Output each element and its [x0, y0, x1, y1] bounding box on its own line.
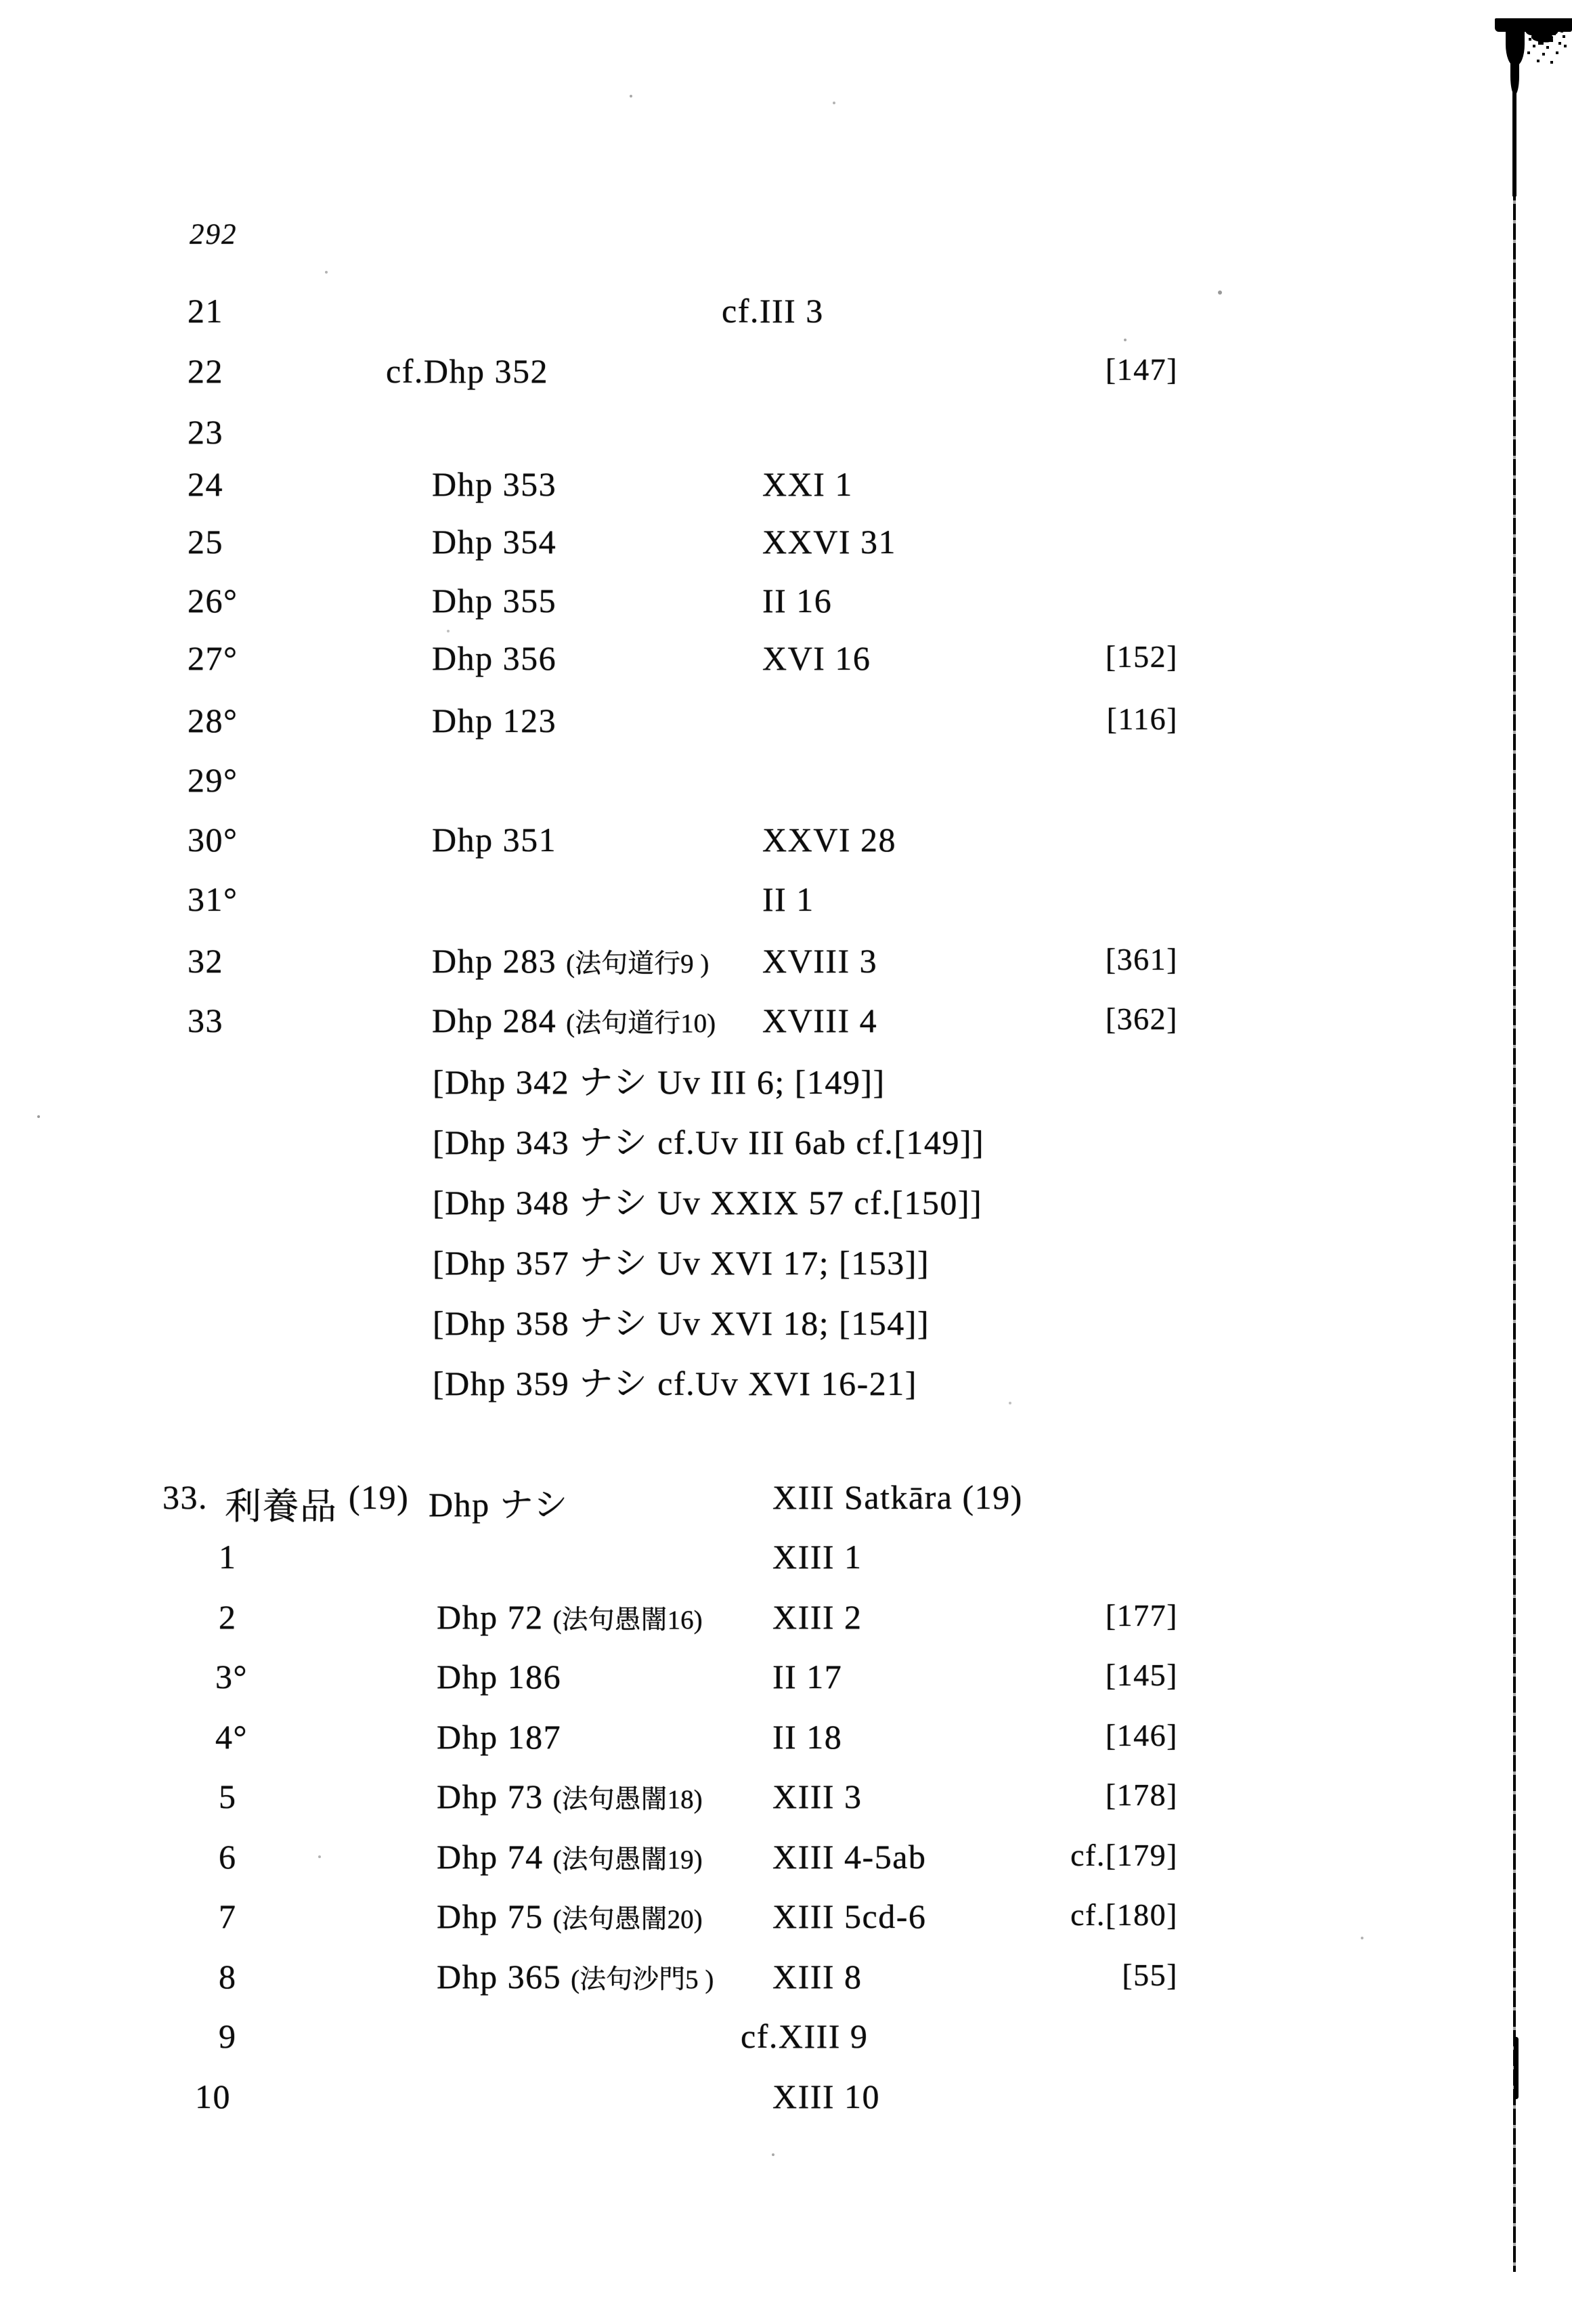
row-number: 27°: [188, 639, 238, 677]
uv-ref: XIII 1: [772, 1538, 863, 1576]
page-number: 292: [190, 219, 238, 251]
row-number: 33: [188, 1002, 223, 1039]
table-row: [0, 639, 1572, 689]
table-row: [0, 1777, 1572, 1827]
table-row: [0, 412, 1572, 462]
uv-ref: XIII 3: [772, 1778, 863, 1815]
dhp-ref: Dhp 75 (法句愚闇20): [437, 1897, 703, 1935]
uv-ref: II 1: [762, 880, 814, 918]
scan-artifact-line-bulge: [1514, 2037, 1519, 2099]
table-row: [0, 1957, 1572, 2007]
dhp-ref: Dhp 284 (法句道行10): [432, 1002, 716, 1039]
row-number: 3°: [215, 1658, 248, 1696]
table-row: [0, 820, 1572, 870]
table-row: [0, 701, 1572, 751]
uv-ref: II 17: [772, 1658, 843, 1696]
table-row: [0, 351, 1572, 402]
chapter-number: 33.: [162, 1478, 208, 1516]
uv-ref: XIII 4-5ab: [772, 1838, 927, 1876]
row-number: 32: [188, 942, 223, 980]
table-row: [0, 1001, 1572, 1051]
row-number: 9: [219, 2017, 237, 2055]
table-row: [0, 941, 1572, 991]
chapter-header: [0, 1478, 1572, 1528]
uv-ref: XXVI 28: [762, 821, 896, 859]
table-row: [0, 760, 1572, 811]
table-row: [0, 1897, 1572, 1947]
table-row: [0, 1055, 1572, 1105]
row-number: 24: [188, 465, 223, 503]
bracket-ref: [116]: [1106, 702, 1178, 736]
bracket-note: [Dhp 342 ナシ Uv III 6; [149]]: [433, 1063, 886, 1101]
row-number: 1: [219, 1538, 237, 1576]
dhp-chapter-note: (法句愚闇20): [552, 1905, 703, 1934]
uv-ref: XIII 10: [772, 2078, 881, 2115]
dhp-ref: Dhp 353: [432, 465, 557, 503]
bracket-ref: [147]: [1105, 352, 1178, 387]
table-row: [0, 880, 1572, 930]
chapter-verse-count: (19): [349, 1478, 410, 1516]
bracket-ref: [146]: [1105, 1718, 1178, 1752]
row-number: 30°: [188, 821, 238, 859]
bracket-note: [Dhp 357 ナシ Uv XVI 17; [153]]: [433, 1244, 930, 1282]
chapter-uv-title: XIII Satkāra (19): [772, 1478, 1023, 1516]
uv-ref: cf.XIII 9: [741, 2017, 869, 2055]
scan-artifact-vertical-line: [1513, 27, 1516, 2272]
uv-ref: XIII 5cd-6: [772, 1897, 927, 1935]
table-row: [0, 1657, 1572, 1707]
bracket-ref: [177]: [1105, 1598, 1178, 1633]
table-row: [0, 465, 1572, 515]
row-number: 26°: [188, 582, 238, 620]
bracket-note: [Dhp 359 ナシ cf.Uv XVI 16-21]: [433, 1364, 917, 1402]
table-row: [0, 291, 1572, 341]
row-number: 25: [188, 523, 223, 561]
row-number: 29°: [188, 761, 238, 799]
row-number: 7: [219, 1897, 237, 1935]
dhp-ref: Dhp 72 (法句愚闇16): [437, 1598, 703, 1636]
row-number: 8: [219, 1958, 237, 1996]
bracket-note: [Dhp 348 ナシ Uv XXIX 57 cf.[150]]: [433, 1184, 983, 1222]
dhp-ref: cf.Dhp 352: [386, 352, 548, 390]
uv-ref: XIII 2: [772, 1598, 863, 1636]
table-row: [0, 2077, 1572, 2127]
table-row: [0, 1176, 1572, 1226]
bracket-ref: [178]: [1105, 1778, 1178, 1812]
uv-ref: XVIII 4: [762, 1002, 878, 1039]
bracket-ref: [362]: [1105, 1002, 1178, 1036]
row-number: 28°: [188, 702, 238, 739]
row-number: 23: [188, 413, 223, 451]
dhp-ref: Dhp 187: [437, 1718, 562, 1756]
dhp-ref: Dhp 356: [432, 639, 557, 677]
uv-ref: II 18: [772, 1718, 843, 1756]
chapter-dhp-ref: Dhp ナシ: [429, 1486, 569, 1524]
table-row: [0, 1236, 1572, 1286]
uv-ref: XVI 16: [762, 639, 871, 677]
row-number: 6: [219, 1838, 237, 1876]
scan-artifact-vertical-line-top: [1512, 27, 1516, 196]
dhp-ref: Dhp 351: [432, 821, 557, 859]
dhp-chapter-note: (法句道行9 ): [566, 949, 709, 978]
bracket-ref: [361]: [1105, 942, 1178, 976]
table-row: [0, 1597, 1572, 1648]
bracket-ref: [55]: [1122, 1958, 1178, 1992]
dhp-ref: Dhp 283 (法句道行9 ): [432, 942, 709, 980]
dhp-ref: Dhp 365 (法句沙門5 ): [437, 1958, 714, 1996]
table-row: [0, 1356, 1572, 1406]
table-row: [0, 1296, 1572, 1346]
dhp-chapter-note: (法句道行10): [566, 1009, 716, 1038]
dhp-chapter-note: (法句沙門5 ): [571, 1965, 714, 1994]
dhp-ref: Dhp 73 (法句愚闇18): [437, 1778, 703, 1815]
table-row: [0, 1537, 1572, 1587]
bracket-ref: cf.[180]: [1070, 1897, 1178, 1932]
bracket-ref: [145]: [1105, 1658, 1178, 1692]
uv-ref: XIII 8: [772, 1958, 863, 1996]
table-row: [0, 2017, 1572, 2067]
row-number: 5: [219, 1778, 237, 1815]
dhp-chapter-note: (法句愚闇18): [552, 1785, 703, 1814]
table-row: [0, 1115, 1572, 1165]
uv-ref: II 16: [762, 582, 833, 620]
dhp-chapter-note: (法句愚闇16): [552, 1606, 703, 1635]
uv-ref: cf.III 3: [722, 292, 824, 330]
row-number: 2: [219, 1598, 237, 1636]
dhp-ref: Dhp 74 (法句愚闇19): [437, 1838, 703, 1876]
uv-ref: XXI 1: [762, 465, 853, 503]
dhp-ref: Dhp 186: [437, 1658, 562, 1696]
dhp-ref: Dhp 123: [432, 702, 557, 739]
row-number: 10: [195, 2078, 231, 2115]
table-row: [0, 1717, 1572, 1767]
row-number: 22: [188, 352, 223, 390]
row-number: 4°: [215, 1718, 248, 1756]
bracket-note: [Dhp 343 ナシ cf.Uv III 6ab cf.[149]]: [433, 1123, 985, 1161]
row-number: 21: [188, 292, 223, 330]
uv-ref: XVIII 3: [762, 942, 878, 980]
bracket-ref: cf.[179]: [1070, 1838, 1178, 1872]
bracket-ref: [152]: [1105, 639, 1178, 674]
bracket-note: [Dhp 358 ナシ Uv XVI 18; [154]]: [433, 1304, 930, 1342]
uv-ref: XXVI 31: [762, 523, 896, 561]
scan-artifact-speckles: [1523, 22, 1526, 24]
dhp-ref: Dhp 354: [432, 523, 557, 561]
table-row: [0, 1837, 1572, 1887]
table-row: [0, 522, 1572, 572]
table-row: [0, 581, 1572, 631]
dhp-ref: Dhp 355: [432, 582, 557, 620]
row-number: 31°: [188, 880, 238, 918]
dhp-chapter-note: (法句愚闇19): [552, 1845, 703, 1874]
chapter-title-japanese: 利養品: [225, 1486, 338, 1527]
scan-noise-dots: [630, 95, 632, 98]
